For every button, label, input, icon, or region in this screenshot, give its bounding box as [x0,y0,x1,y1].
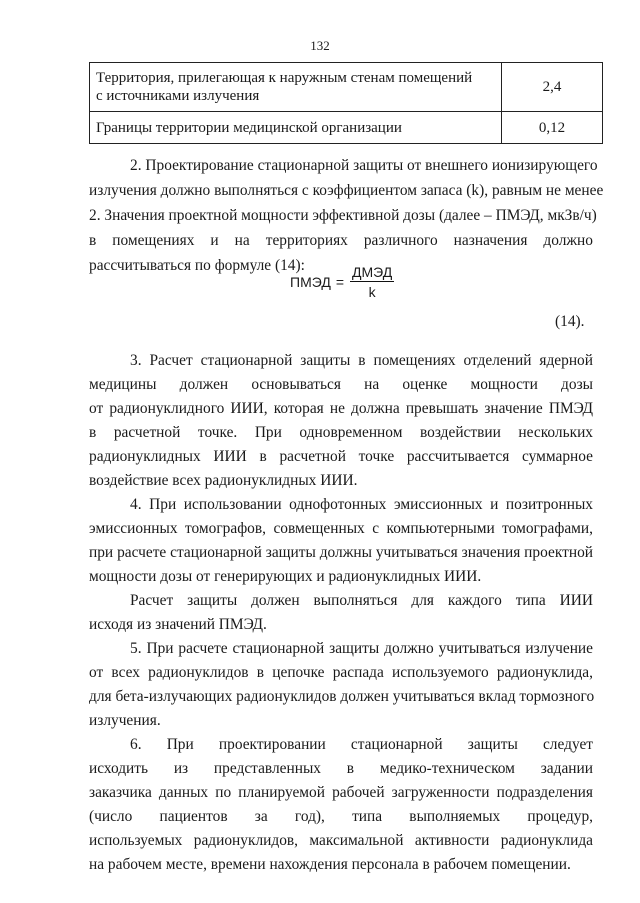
formula-numerator: ДМЭД [352,264,393,280]
paragraph-line: 5. При расчете стационарной защиты должно учитываться излучение [130,640,593,657]
table-row [90,63,603,112]
paragraph-line: исходить из представленных в медико-техническом задании [89,760,593,777]
formula-lhs: ПМЭД [290,274,331,290]
table-row [90,112,603,144]
paragraph-line: для бета-излучающих радионуклидов должен учитываться вклад тормозного [89,688,595,705]
paragraph-line: (число пациентов за год), типа выполняемых процедур, [89,808,593,825]
paragraph-line: на рабочем месте, времени нахождения персонала в рабочем помещении. [89,856,571,873]
paragraph-line: 6. При проектировании стационарной защиты следует [130,736,593,753]
formula [290,260,394,304]
table-cell-label [90,63,502,112]
paragraph-line: воздействие всех радионуклидных ИИИ. [89,472,358,489]
paragraph-line: от всех радионуклидов в цепочке распада используемого радионуклида, [89,664,593,681]
table-cell-value: 0,12 [502,112,603,144]
paragraph-line: медицины должен основываться на оценке мощности дозы [89,376,593,393]
paragraph-line: излучения. [89,712,161,729]
paragraph-line: в помещениях и на территориях различного назначения должно [89,232,593,249]
paragraph-line: исходя из значений ПМЭД. [89,616,267,633]
paragraph-line: рассчитываться по формуле (14): [89,257,305,274]
table-cell-label: Границы территории медицинской организации [90,112,502,144]
table-cell-text: с источниками излучения [96,88,260,104]
dose-table [89,62,603,144]
paragraph-line: 3. Расчет стационарной защиты в помещениях отделений ядерной [130,352,593,369]
table-cell-value: 2,4 [502,63,603,112]
paragraph-line: заказчика данных по планируемой рабочей загруженности подразделения [89,784,593,801]
paragraph-line: от радионуклидного ИИИ, которая не должна превышать значение ПМЭД [89,400,593,417]
paragraph-line: эмиссионных томографов, совмещенных с компьютерными томографами, [89,520,593,537]
paragraph-line: в расчетной точке. При одновременном воздействии нескольких [89,424,593,441]
formula-number: (14). [555,313,585,330]
paragraph-line: Расчет защиты должен выполняться для каждого типа ИИИ [130,592,593,609]
paragraph-line: при расчете стационарной защиты должны учитываться значения проектной [89,544,593,561]
paragraph-line: мощности дозы от генерирующих и радионуклидных ИИИ. [89,568,482,585]
formula-denominator: k [368,284,376,300]
paragraph-line: используемых радионуклидов, максимальной активности радионуклида [89,832,593,849]
page-number: 132 [310,38,330,53]
formula-equals: = [335,274,344,290]
formula-fraction [350,264,394,300]
paragraph-line: излучения должно выполняться с коэффициентом запаса (k), равным не менее [89,182,604,199]
table-cell-text: Территория, прилегающая к наружным стенам помещений [96,70,473,86]
paragraph-line: 2. Значения проектной мощности эффективной дозы (далее – ПМЭД, мкЗв/ч) [89,207,597,224]
paragraph-line: 4. При использовании однофотонных эмиссионных и позитронных [130,496,593,513]
paragraph-line: 2. Проектирование стационарной защиты от внешнего ионизирующего [130,157,598,174]
paragraph-line: радионуклидных ИИИ в расчетной точке рассчитывается суммарное [89,448,593,465]
